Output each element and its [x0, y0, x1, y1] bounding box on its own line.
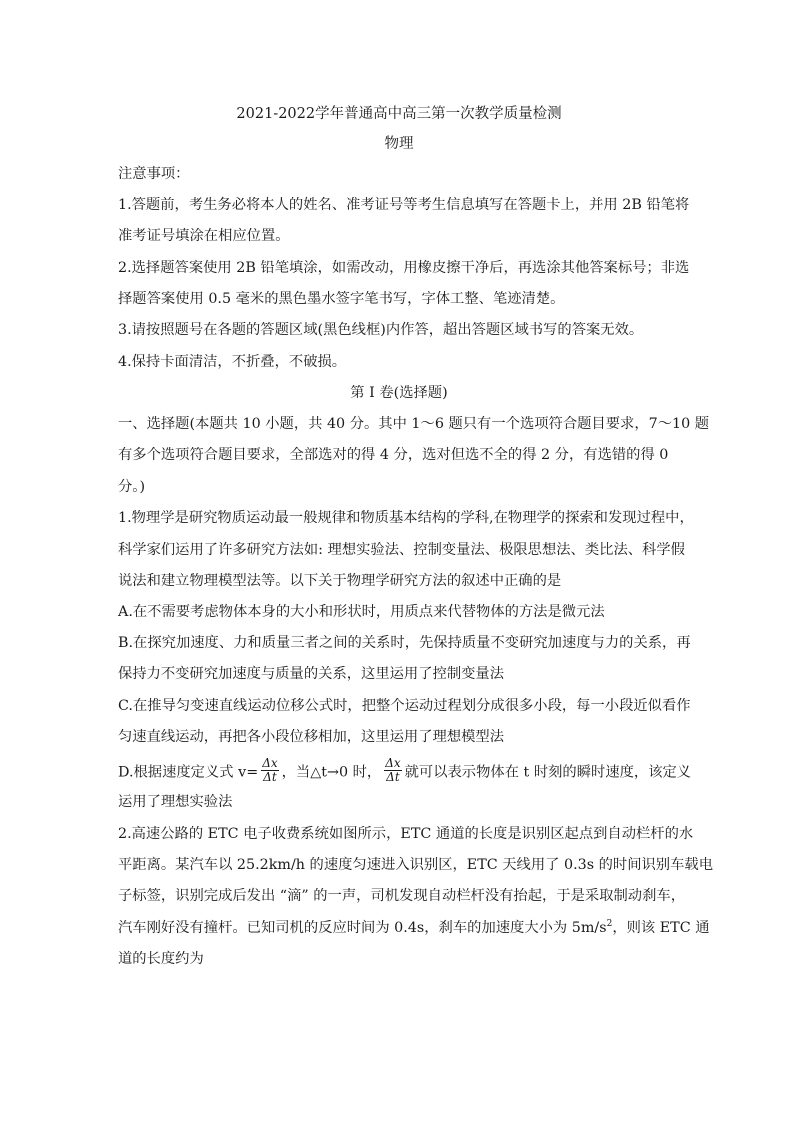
notice-line: 2.选择题答案使用 2B 铅笔填涂，如需改动，用橡皮擦干净后，再选涂其他答案标号；非选: [118, 260, 690, 276]
notice-line: 择题答案使用 0.5 毫米的黑色墨水签字笔书写，字体工整、笔迹清楚。: [118, 291, 565, 307]
notice-line: 4.保持卡面清洁，不折叠，不破损。: [118, 354, 347, 370]
question-1-option-b: 保持力不变研究加速度与质量的关系，这里运用了控制变量法: [118, 666, 505, 682]
exam-title: 2021-2022学年普通高中高三第一次教学质量检测: [236, 106, 562, 122]
fraction-numerator: Δx: [262, 756, 278, 770]
question-1-stem: 科学家们运用了许多研究方法如: 理想实验法、控制变量法、极限思想法、类比法、科学假: [118, 542, 685, 558]
option-d-text: 就可以表示物体在 t 时刻的瞬时速度，该定义: [404, 764, 692, 781]
section-title: 第 I 卷(选择题): [350, 385, 448, 401]
question-2-stem: [118, 918, 710, 938]
subject-title: 物理: [384, 136, 414, 152]
question-1-option-d: 运用了理想实验法: [118, 794, 233, 810]
section-instruction: 有多个选项符合题目要求，全部选对的得 4 分，选对但选不全的得 2 分，有选错的得 0: [118, 447, 669, 463]
fraction-denominator: Δt: [386, 770, 400, 784]
question-1-option-a: A.在不需要考虑物体本身的大小和形状时，用质点来代替物体的方法是微元法: [118, 604, 605, 620]
notice-line: 准考证号填涂在相应位置。: [118, 228, 290, 244]
question-2-stem: 道的长度约为: [118, 951, 204, 967]
question-1-stem: 1.物理学是研究物质运动最一般规律和物质基本结构的学科,在物理学的探索和发现过程中，: [118, 510, 694, 526]
fraction-denominator: Δt: [263, 770, 277, 784]
exponent: 2: [606, 919, 613, 930]
section-instruction: 一、选择题(本题共 10 小题，共 40 分。其中 1～6 题只有一个选项符合题目要求，7～10 题: [118, 416, 710, 432]
question-2-stem: 2.高速公路的 ETC 电子收费系统如图所示，ETC 通道的长度是识别区起点到自动栏杆的水: [118, 826, 694, 842]
question-1-option-c: 匀速直线运动，再把各小段位移相加，这里运用了理想模型法: [118, 729, 505, 745]
question-1-option-d: [118, 756, 692, 786]
question-2-stem: 平距离。某汽车以 25.2km/h 的速度匀速进入识别区，ETC 天线用了 0.3s 的时间识别车载电: [118, 857, 713, 873]
question-1-option-c: C.在推导匀变速直线运动位移公式时，把整个运动过程划分成很多小段，每一小段近似看作: [118, 698, 691, 714]
fraction-numerator: Δx: [385, 756, 401, 770]
velocity-fraction: [384, 757, 401, 784]
question-2-text: ，则该 ETC 通: [612, 920, 710, 936]
option-d-text: ，当△t→0 时，: [281, 764, 382, 781]
section-instruction: 分。): [118, 479, 146, 495]
question-2-text: 汽车刚好没有撞杆。已知司机的反应时间为 0.4s，刹车的加速度大小为 5m/s: [118, 920, 607, 936]
velocity-fraction: [261, 757, 278, 784]
question-1-option-b: B.在探究加速度、力和质量三者之间的关系时，先保持质量不变研究加速度与力的关系，再: [118, 635, 691, 651]
notice-heading: 注意事项：: [118, 166, 190, 182]
notice-line: 1.答题前，考生务必将本人的姓名、准考证号等考生信息填写在答题卡上，并用 2B 铅笔将: [118, 197, 690, 213]
question-2-stem: 子标签，识别完成后发出 “滴” 的一声，司机发现自动栏杆没有抬起，于是采取制动刹车，: [118, 888, 685, 904]
question-1-stem: 说法和建立物理模型法等。以下关于物理学研究方法的叙述中正确的是: [118, 573, 562, 589]
option-d-text: D.根据速度定义式 v=: [118, 764, 259, 781]
notice-line: 3.请按照题号在各题的答题区域(黑色线框)内作答，超出答题区域书写的答案无效。: [118, 322, 644, 338]
